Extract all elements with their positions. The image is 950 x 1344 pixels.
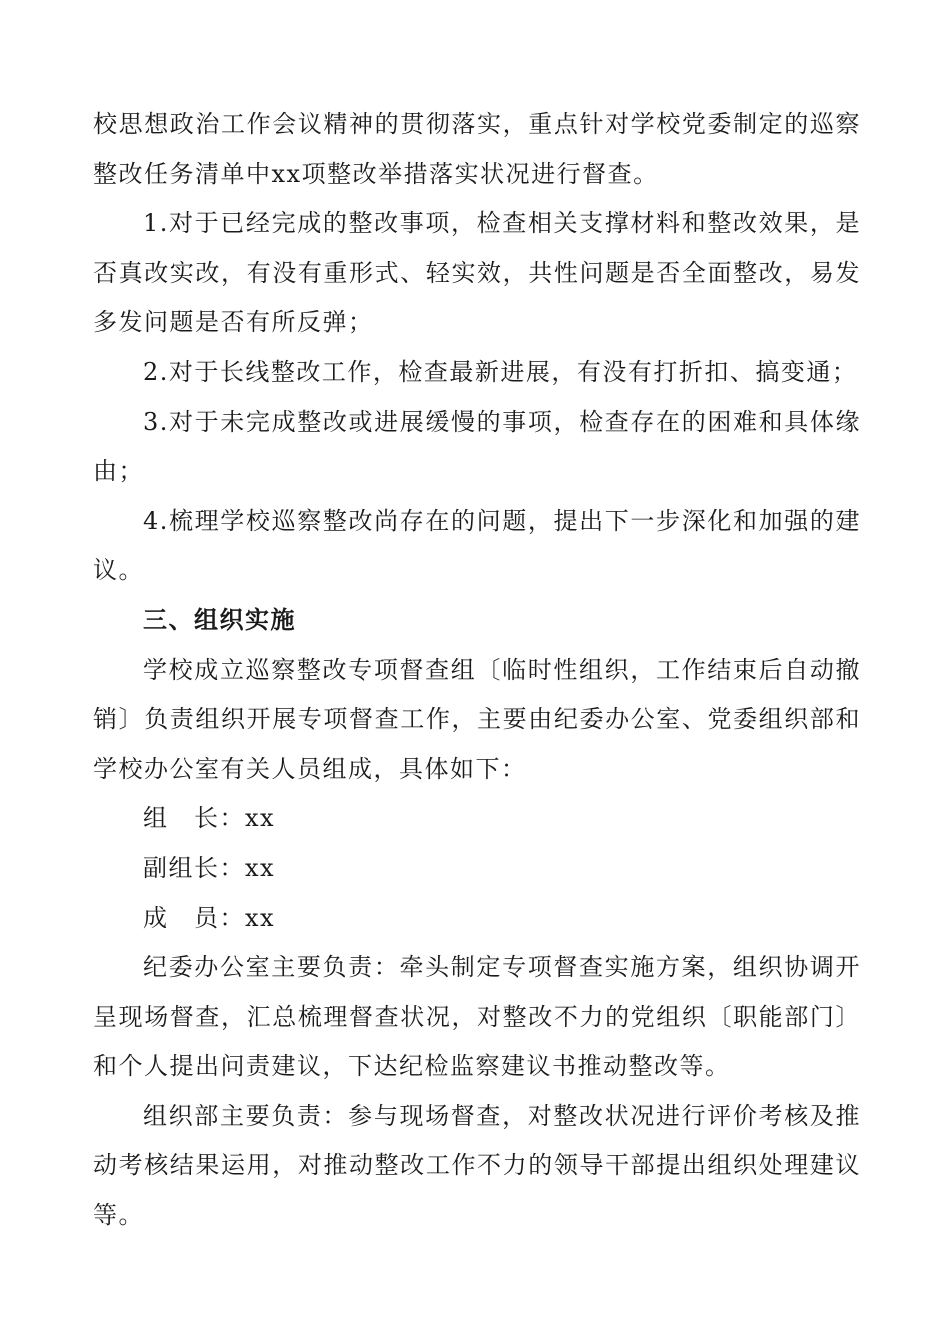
section-heading: 三、组织实施 — [143, 605, 296, 634]
paragraph-leader: 组 长：xx — [143, 804, 276, 833]
paragraph-item-4: 4.梳理学校巡察整改尚存在的问题，提出下一步深化和加强的建议。 — [93, 506, 861, 585]
paragraph-member: 成 员：xx — [143, 903, 276, 932]
document-body — [93, 100, 861, 1241]
paragraph-item-2: 2.对于长线整改工作，检查最新进展，有没有打折扣、搞变通； — [143, 357, 858, 386]
paragraph-deputy: 副组长：xx — [143, 853, 276, 882]
paragraph-intro-continued: 校思想政治工作会议精神的贯彻落实，重点针对学校党委制定的巡察整改任务清单中xx项整改举措落实状况进行督查。 — [93, 110, 861, 188]
paragraph-org-intro: 学校成立巡察整改专项督查组〔临时性组织，工作结束后自动撤销〕负责组织开展专项督查工作，主要由纪委办公室、党委组织部和学校办公室有关人员组成，具体如下： — [93, 655, 861, 783]
paragraph-jiwei-duties: 纪委办公室主要负责：牵头制定专项督查实施方案，组织协调开呈现场督查，汇总梳理督查状况，对整改不力的党组织〔职能部门〕和个人提出问责建议，下达纪检监察建议书推动整改等。 — [93, 953, 861, 1081]
paragraph-item-1: 1.对于已经完成的整改事项，检查相关支撑材料和整改效果，是否真改实改，有没有重形式、轻实效，共性问题是否全面整改，易发多发问题是否有所反弹； — [93, 209, 861, 337]
paragraph-zuzhibu-duties: 组织部主要负责：参与现场督查，对整改状况进行评价考核及推动考核结果运用，对推动整改工作不力的领导干部提出组织处理建议等。 — [93, 1101, 861, 1230]
paragraph-item-3: 3.对于未完成整改或进展缓慢的事项，检查存在的困难和具体缘由； — [93, 407, 861, 486]
